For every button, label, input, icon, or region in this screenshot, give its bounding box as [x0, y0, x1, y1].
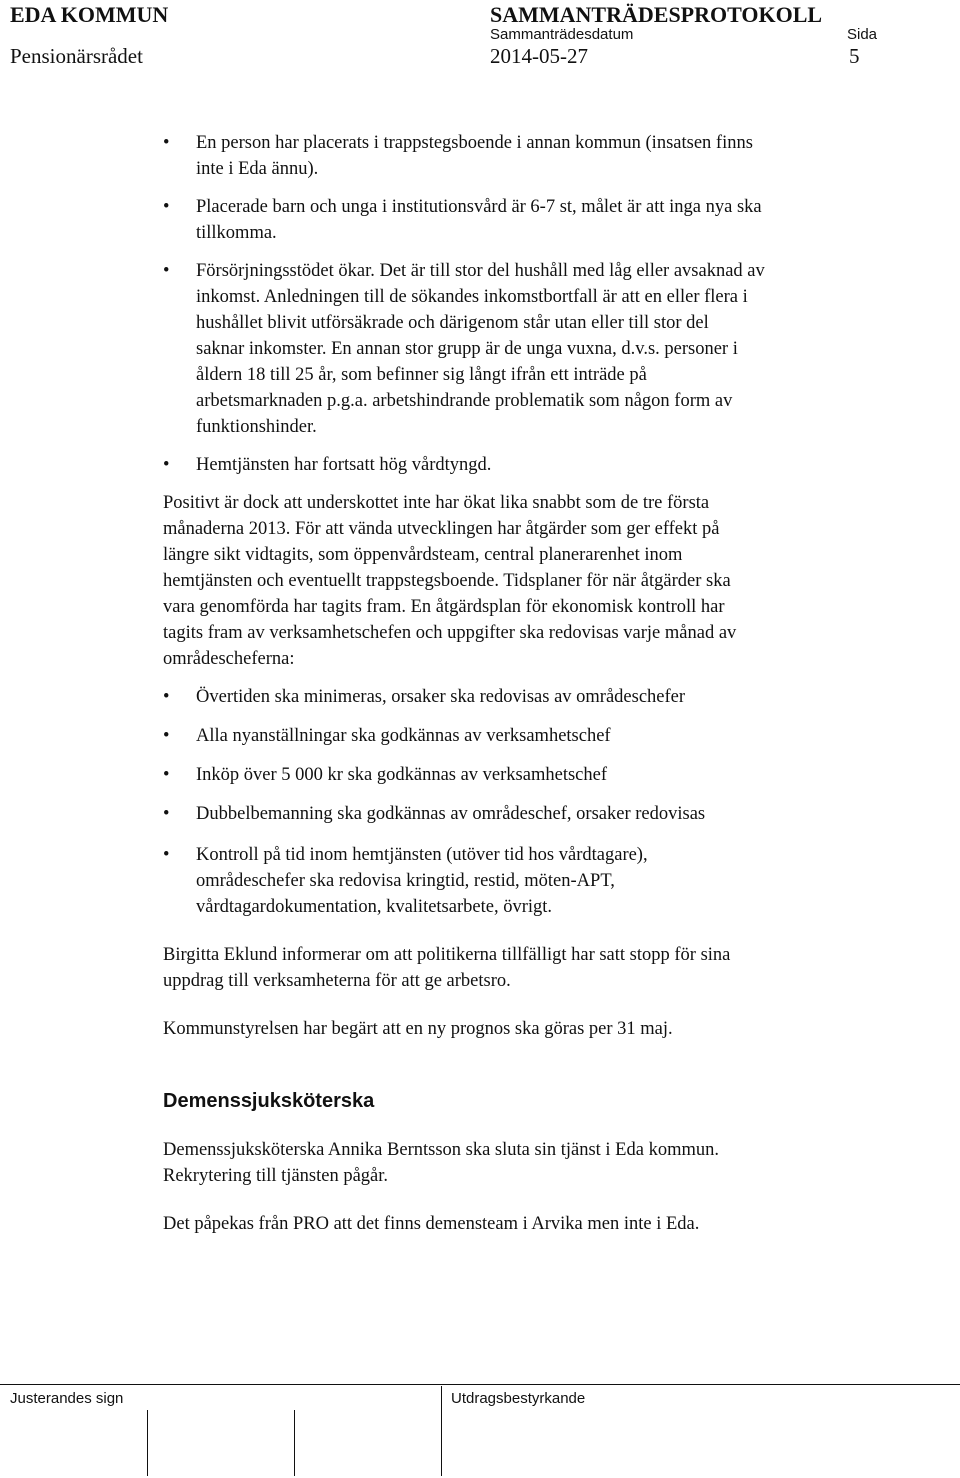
- date-label: Sammanträdesdatum: [490, 26, 634, 43]
- list-item: • Alla nyanställningar ska godkännas av verksamhetschef: [163, 723, 863, 749]
- line: Hemtjänsten har fortsatt hög vårdtyngd.: [196, 455, 492, 475]
- line: En person har placerats i trappstegsboende i annan kommun (insatsen finns: [196, 133, 753, 153]
- line: saknar inkomster. En annan stor grupp är de unga vuxna, d.v.s. personer i: [196, 339, 738, 359]
- extract-label: Utdragsbestyrkande: [451, 1390, 586, 1407]
- list-item: • Övertiden ska minimeras, orsaker ska redovisas av områdeschefer: [163, 684, 863, 710]
- line: inkomst. Anledningen till de sökandes inkomstbortfall är att en eller flera i: [196, 287, 748, 307]
- page-label: Sida: [847, 26, 878, 43]
- list-item: [163, 258, 863, 440]
- org-name: EDA KOMMUN: [10, 2, 169, 27]
- bullet-icon: •: [163, 261, 170, 281]
- body-name: Pensionärsrådet: [10, 44, 143, 68]
- list-item: [163, 452, 863, 478]
- list-item: [163, 194, 863, 246]
- line: funktionshinder.: [196, 417, 317, 437]
- paragraph: Det påpekas från PRO att det finns demensteam i Arvika men inte i Eda.: [163, 1214, 700, 1234]
- bullet-icon: •: [163, 765, 170, 785]
- meeting-date: 2014-05-27: [490, 44, 588, 68]
- list-item: [163, 130, 863, 182]
- bullet-icon: •: [163, 455, 170, 475]
- paragraph: Birgitta Eklund informerar om att politikerna tillfälligt har satt stopp för sina uppdrag till verksamheterna för att ge arbetsro.: [163, 945, 731, 991]
- bullet-icon: •: [163, 804, 170, 824]
- bullet-icon: •: [163, 197, 170, 217]
- section-heading: Demenssjuksköterska: [163, 1090, 375, 1112]
- signature-box-divider: [294, 1410, 295, 1476]
- document-type: SAMMANTRÄDESPROTOKOLL: [490, 2, 823, 27]
- sign-label: Justerandes sign: [10, 1390, 124, 1407]
- signature-box-divider: [147, 1410, 148, 1476]
- signature-box-divider: [441, 1386, 442, 1476]
- line: Försörjningsstödet ökar. Det är till stor del hushåll med låg eller avsaknad av: [196, 261, 765, 281]
- page-number: 5: [849, 44, 860, 68]
- bullet-icon: •: [163, 726, 170, 746]
- paragraph: Kommunstyrelsen har begärt att en ny prognos ska göras per 31 maj.: [163, 1019, 673, 1039]
- line: åldern 18 till 25 år, som befinner sig långt ifrån ett inträde på: [196, 365, 647, 385]
- line: tillkomma.: [196, 223, 277, 243]
- line: hushållet blivit utförsäkrade och därigenom står utan eller till stor del: [196, 313, 709, 333]
- list-item: • Inköp över 5 000 kr ska godkännas av verksamhetschef: [163, 762, 863, 788]
- line: inte i Eda ännu).: [196, 159, 319, 179]
- paragraph: Demenssjuksköterska Annika Berntsson ska sluta sin tjänst i Eda kommun. Rekrytering till tjänsten pågår.: [163, 1140, 719, 1186]
- line: arbetsmarknaden p.g.a. arbetshindrande problematik som någon form av: [196, 391, 733, 411]
- footer-divider: [0, 1384, 960, 1385]
- paragraph: Positivt är dock att underskottet inte har ökat lika snabbt som de tre första månaderna 2013. För att vända utvecklingen har åtgärder som ger effekt på längre sikt vidtagits, som öppenvårdsteam, central planerarenhet inom hemtjänsten och eventuellt trappstegsboende. Tidsplaner för när åtgärder ska vara genomförda har tagits fram. En åtgärdsplan för ekonomisk kontroll har tagits fram av verksamhetschefen och uppgifter ska redovisas varje månad av områdescheferna:: [163, 493, 737, 669]
- list-item: • Kontroll på tid inom hemtjänsten (utöver tid hos vårdtagare), områdeschefer ska redovisa kringtid, restid, möten-APT, vårdtagardokumentation, kvalitetsarbete, övrigt.: [163, 842, 863, 920]
- line: Placerade barn och unga i institutionsvård är 6-7 st, målet är att inga nya ska: [196, 197, 762, 217]
- bullet-icon: •: [163, 133, 170, 153]
- bullet-icon: •: [163, 845, 170, 865]
- list-item: • Dubbelbemanning ska godkännas av områdeschef, orsaker redovisas: [163, 801, 863, 827]
- bullet-icon: •: [163, 687, 170, 707]
